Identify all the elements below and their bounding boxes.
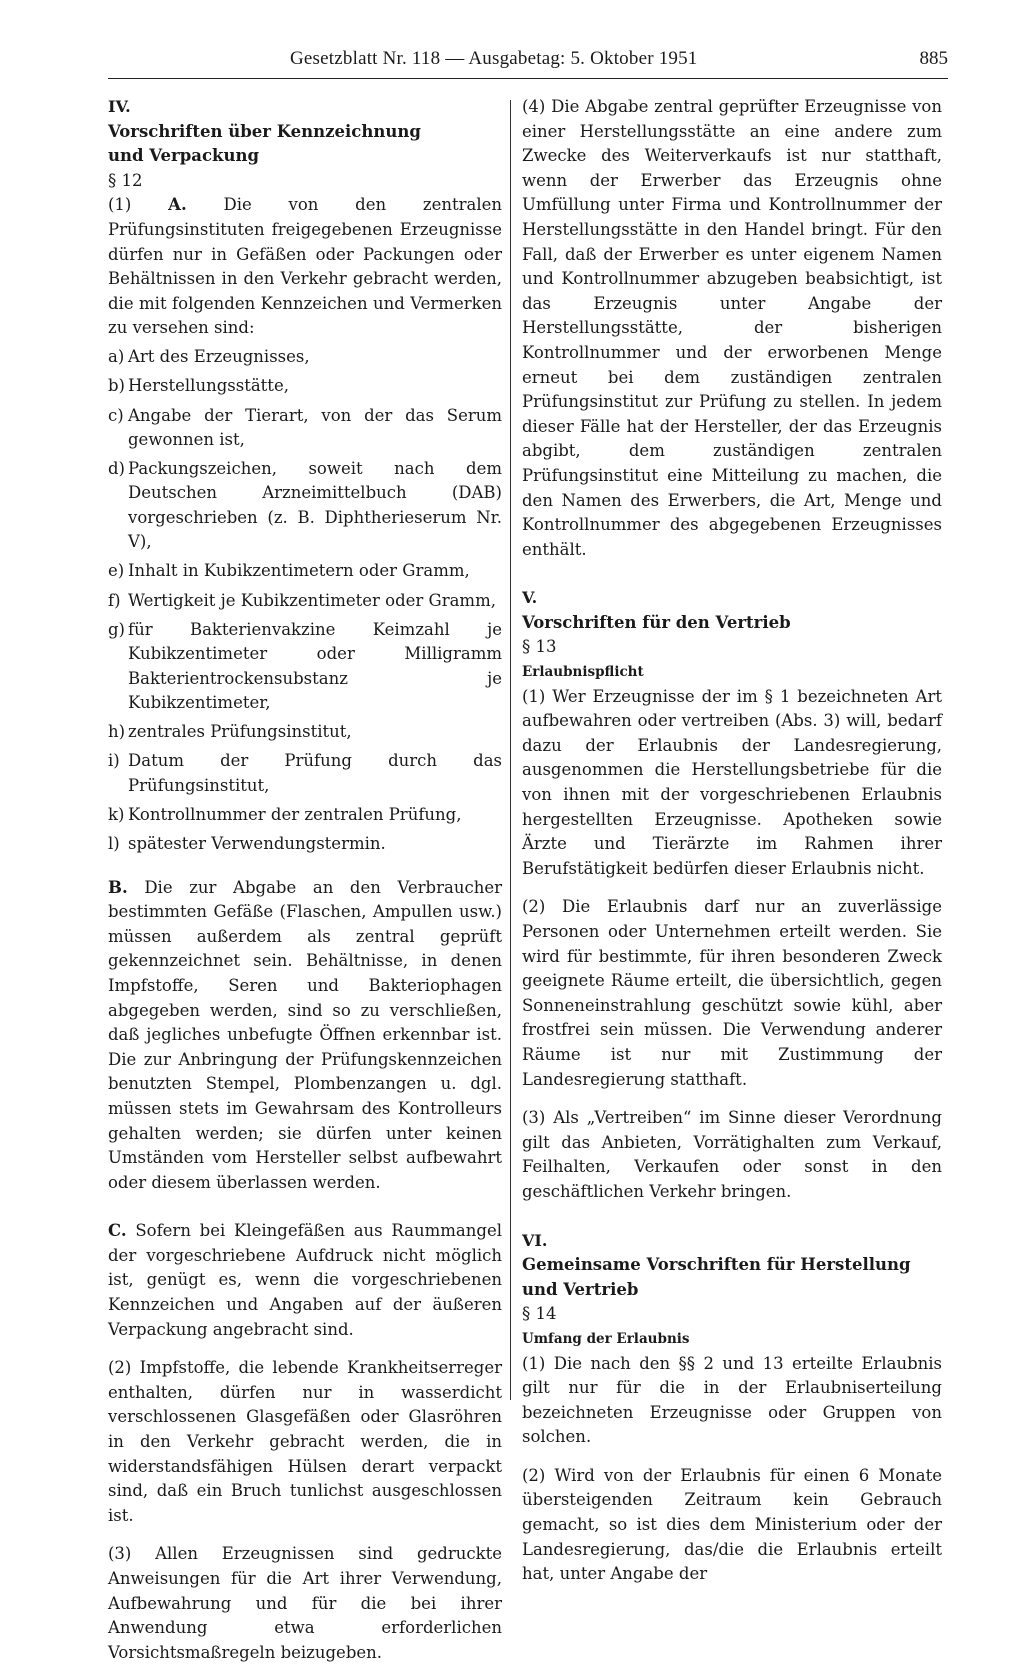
list-item (108, 589, 502, 613)
list-label: g) (108, 619, 125, 639)
paragraph-13-subtitle: Erlaubnispflicht (522, 664, 644, 681)
list-label: e) (108, 561, 125, 581)
list-text: Wertigkeit je Kubikzentimeter oder Gramm, (128, 590, 496, 610)
list-label: c) (108, 405, 124, 425)
left-column (108, 95, 502, 1665)
list-text: Kontrollnummer der zentralen Prüfung, (128, 804, 462, 824)
list-label: b) (108, 376, 125, 396)
list-text: Angabe der Tierart, von der das Serum gewonnen ist, (128, 405, 502, 449)
para-letter-c: C. (108, 1221, 127, 1241)
list-item (108, 803, 502, 827)
para-letter-a: A. (168, 195, 187, 215)
para-letter-b: B. (108, 877, 128, 897)
right-column (522, 95, 942, 1587)
list-item (108, 374, 502, 398)
list-text: Packungszeichen, soweit nach dem Deutschen Arzneimittelbuch (DAB) vorgeschrieben (z. B. Diphtherieserum Nr. V), (128, 459, 502, 552)
para-13-3: (3) Als „Vertreiben“ im Sinne dieser Verordnung gilt das Anbieten, Vorrätighalten zum Verkauf, Feilhalten, Verkaufen oder sonst in den geschäftlichen Verkehr bringen. (522, 1108, 942, 1201)
para-13-1: (1) Wer Erzeugnisse der im § 1 bezeichneten Art aufbewahren oder vertreiben (Abs. 3) will, bedarf dazu der Erlaubnis der Landesregierung, ausgenommen die Herstellungsbetriebe für die von ihnen mit der vorgeschriebenen Erlaubnis hergestellten Erzeugnisse. Apotheken sowie Ärzte und Tierärzte im Rahmen ihrer Berufstätigkeit bedürfen dieser Erlaubnis nicht. (522, 686, 942, 878)
list-item (108, 559, 502, 583)
list-item (108, 457, 502, 554)
column-divider (510, 100, 511, 1400)
section-vi-title-line2: und Vertrieb (522, 1279, 639, 1299)
para-text: Die von den zentralen Prüfungsinstituten freigegebenen Erzeugnisse dürfen nur in Gefäßen oder Packungen oder Behältnissen in den Verkehr gebracht werden, die mit folgenden Kennzeichen und Vermerken zu versehen sind: (108, 195, 502, 338)
label-list (108, 345, 502, 857)
list-text: Datum der Prüfung durch das Prüfungsinstitut, (128, 751, 502, 795)
list-text: für Bakterienvakzine Keimzahl je Kubikzentimeter oder Milligramm Bakterientrockensubstanz je Kubikzentimeter, (128, 619, 502, 712)
para-12-1-A (108, 193, 502, 341)
para-text: Sofern bei Kleingefäßen aus Raummangel der vorgeschriebene Aufdruck nicht möglich ist, genügt es, wenn die vorgeschriebenen Kennzeichen und Angaben auf der äußeren Verpackung angebracht sind. (108, 1221, 502, 1339)
list-item (108, 832, 502, 856)
para-12-3: (3) Allen Erzeugnissen sind gedruckte Anweisungen für die Art ihrer Verwendung, Aufbewahrung und für die bei ihrer Anwendung etwa erforderlichen Vorsichtsmaßregeln beizugeben. (108, 1544, 502, 1662)
section-v-number: V. (522, 588, 538, 608)
paragraph-12: § 12 (108, 170, 143, 190)
list-item (108, 345, 502, 369)
section-vi-title-line1: Gemeinsame Vorschriften für Herstellung (522, 1255, 911, 1275)
list-item (108, 749, 502, 798)
paragraph-14-subtitle: Umfang der Erlaubnis (522, 1330, 690, 1347)
para-12-4: (4) Die Abgabe zentral geprüfter Erzeugnisse von einer Herstellungsstätte an eine andere zum Zwecke des Weiterverkaufs ist nur statthaft, wenn der Erwerber das Erzeugnis ohne Umfüllung unter Firma und Kontrollnummer der Herstellungsstätte in den Handel bringt. Für den Fall, daß der Erwerber es unter eigenem Namen und Kontrollnummer abzugeben beabsichtigt, ist das Erzeugnis unter Angabe der Herstellungsstätte, der bisherigen Kontrollnummer und der erworbenen Menge erneut bei dem zuständigen zentralen Prüfungsinstitut zur Prüfung zu stellen. In jedem dieser Fälle hat der Hersteller, der das Erzeugnis abgibt, dem zuständigen zentralen Prüfungsinstitut eine Mitteilung zu machen, die den Namen des Erwerbers, die Art, Menge und Kontrollnummer des abgegebenen Erzeugnisses enthält. (522, 97, 942, 559)
list-label: k) (108, 804, 125, 824)
list-item (108, 404, 502, 453)
list-item (108, 720, 502, 744)
section-vi-number: VI. (522, 1230, 548, 1250)
page-number: 885 (919, 48, 948, 69)
list-text: zentrales Prüfungsinstitut, (128, 722, 352, 742)
para-num: (1) (108, 195, 169, 215)
list-item (108, 618, 502, 715)
list-label: h) (108, 722, 126, 742)
list-label: a) (108, 346, 125, 366)
list-text: Inhalt in Kubikzentimetern oder Gramm, (128, 561, 470, 581)
para-14-2: (2) Wird von der Erlaubnis für einen 6 Monate übersteigenden Zeitraum kein Gebrauch gemacht, so ist dies dem Ministerium oder der Landesregierung, das/die die Erlaubnis erteilt hat, unter Angabe der (522, 1465, 942, 1584)
page-header (108, 44, 948, 79)
para-12-1-B (108, 876, 502, 1196)
list-label: d) (108, 459, 125, 479)
list-label: l) (108, 834, 120, 854)
section-v-title: Vorschriften für den Vertrieb (522, 612, 791, 632)
para-12-1-C (108, 1219, 502, 1342)
para-text: Die zur Abgabe an den Verbraucher bestimmten Gefäße (Flaschen, Ampullen usw.) müssen außerdem als zentral geprüft gekennzeichnet sein. Behältnisse, in denen Impfstoffe, Seren und Bakteriophagen abgegeben werden, sind so zu verschließen, daß jegliches unbefugte Öffnen erkennbar ist. Die zur Anbringung der Prüfungskennzeichen benutzten Stempel, Plombenzangen u. dgl. müssen stets im Gewahrsam des Kontrolleurs gehalten werden; sie dürfen unter keinen Umständen vom Hersteller selbst aufbewahrt oder diesem überlassen werden. (108, 877, 502, 1192)
list-label: f) (108, 590, 121, 610)
list-label: i) (108, 751, 120, 771)
list-text: Art des Erzeugnisses, (128, 346, 310, 366)
list-text: spätester Verwendungstermin. (128, 834, 386, 854)
list-text: Herstellungsstätte, (128, 376, 289, 396)
paragraph-13: § 13 (522, 637, 557, 657)
section-iv-number: IV. (108, 97, 131, 116)
para-12-2: (2) Impfstoffe, die lebende Krankheitserreger enthalten, dürfen nur in wasserdicht verschlossenen Glasgefäßen oder Glasröhren in den Verkehr gebracht werden, die in widerstandsfähigen Hülsen derart verpackt sind, daß ein Bruch tunlichst ausgeschlossen ist. (108, 1358, 502, 1525)
header-title: Gesetzblatt Nr. 118 — Ausgabetag: 5. Oktober 1951 (290, 48, 698, 69)
section-iv-title-line1: Vorschriften über Kennzeichnung (108, 121, 421, 141)
section-iv-title-line2: und Verpackung (108, 146, 259, 166)
para-13-2: (2) Die Erlaubnis darf nur an zuverlässige Personen oder Unternehmen erteilt werden. Sie wird für bestimmte, für ihren besonderen Zweck geeignete Räume erteilt, die übersichtlich, gegen Sonneneinstrahlung geschützt sowie kühl, aber frostfrei sein müssen. Die Verwendung anderer Räume ist nur mit Zustimmung der Landesregierung statthaft. (522, 897, 942, 1089)
para-14-1: (1) Die nach den §§ 2 und 13 erteilte Erlaubnis gilt nur für die in der Erlaubniserteilung bezeichneten Erzeugnisse oder Gruppen von solchen. (522, 1353, 942, 1447)
paragraph-14: § 14 (522, 1304, 557, 1324)
